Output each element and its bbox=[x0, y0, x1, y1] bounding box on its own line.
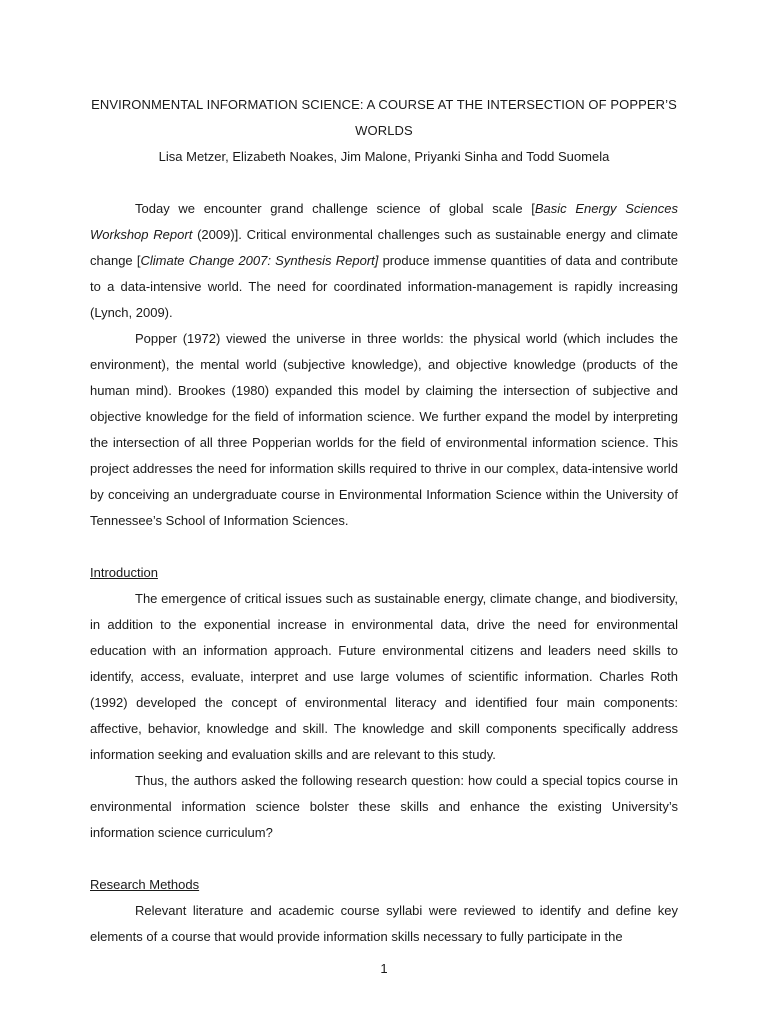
paper-title: ENVIRONMENTAL INFORMATION SCIENCE: A COURSE AT THE INTERSECTION OF POPPER’S WORLDS bbox=[91, 97, 677, 138]
introduction-heading: Introduction bbox=[90, 565, 158, 580]
research-methods-paragraph-1: Relevant literature and academic course syllabi were reviewed to identify and define key elements of a course that would provide information skills necessary to fully participate in the bbox=[90, 903, 678, 944]
introduction-paragraph-2: Thus, the authors asked the following research question: how could a special topics course in environmental information science bolster these skills and enhance the existing University’s information science curriculum? bbox=[90, 773, 678, 840]
research-methods-heading: Research Methods bbox=[90, 877, 200, 892]
citation-basic-energy-sciences: Basic Energy Sciences Workshop Report bbox=[90, 201, 678, 242]
citation-climate-change-2007: Climate Change 2007: Synthesis Report] bbox=[140, 253, 379, 268]
introduction-paragraph-1: The emergence of critical issues such as sustainable energy, climate change, and biodiversity, in addition to the exponential increase in environmental data, drive the need for environmental education with an information approach. Future environmental citizens and leaders need skills to identify, access, evaluate, interpret and use large volumes of scientific information. Charles Roth (1992) developed the concept of environmental literacy and identified four main components: affective, behavior, knowledge and skill. The knowledge and skill components specifically address information seeking and evaluation skills and are relevant to this study. bbox=[90, 591, 678, 762]
document-page bbox=[90, 0, 678, 1024]
abstract-paragraph-1 bbox=[90, 196, 678, 326]
page-number: 1 bbox=[380, 961, 388, 976]
abstract-section bbox=[90, 196, 678, 534]
abstract-p1-text-2: (2009)]. Critical environmental challenges such as sustainable energy and climate change [ bbox=[90, 227, 679, 268]
abstract-p1-text-3: produce immense quantities of data and contribute to a data-intensive world. The need for coordinated information-management is rapidly increasing (Lynch, 2009). bbox=[90, 253, 679, 320]
abstract-paragraph-2: Popper (1972) viewed the universe in three worlds: the physical world (which includes the environment), the mental world (subjective knowledge), and objective knowledge (products of the human mind). Brookes (1980) expanded this model by claiming the intersection of subjective and objective knowledge for the field of information science. We further expand the model by interpreting the intersection of all three Popperian worlds for the field of environmental information science. This project addresses the need for information skills required to thrive in our complex, data-intensive world by conceiving an undergraduate course in Environmental Information Science within the University of Tennessee’s School of Information Sciences. bbox=[90, 331, 678, 528]
abstract-p1-text-1: Today we encounter grand challenge science of global scale [ bbox=[135, 201, 535, 216]
author-list: Lisa Metzer, Elizabeth Noakes, Jim Malone, Priyanki Sinha and Todd Suomela bbox=[158, 149, 610, 164]
